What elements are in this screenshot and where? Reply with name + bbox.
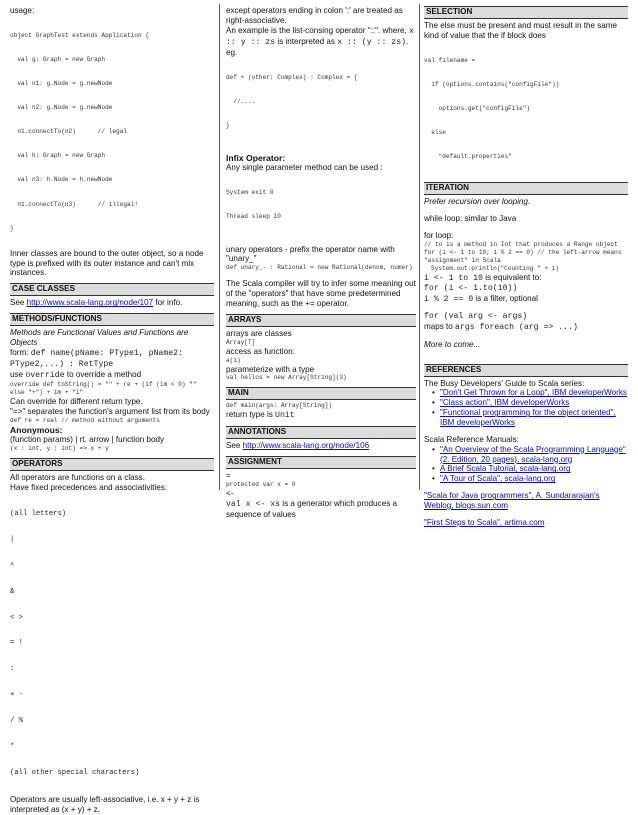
precedence-item: + -: [10, 691, 23, 700]
column-2: [226, 6, 416, 519]
list-item: [432, 474, 628, 484]
yield-code: for (val arg <- args): [424, 311, 528, 321]
maps-text: maps to: [424, 321, 456, 331]
example-prefix: An example is the list-consing operator "::". where,: [226, 25, 409, 35]
operators-assoc-text: Operators are usually left-associative, i.e. x + y + z is interpreted as (x + y) + z,: [10, 795, 200, 814]
reference-link[interactable]: "Class action", IBM developerWorks: [440, 398, 570, 408]
return-line: [226, 410, 416, 421]
example-code-2: x :: (y :: zs): [337, 37, 407, 47]
example-end: .: [406, 36, 409, 46]
methods-header: METHODS/FUNCTIONS: [10, 313, 214, 326]
code-line: else: [424, 128, 446, 136]
selection-header: SELECTION: [424, 6, 628, 19]
example-mid: is interpreted as: [275, 36, 338, 46]
inner-classes-text: Inner classes are bound to the outer object, so a node type is prefixed with its outer instance and can't mix instances.: [10, 248, 204, 278]
usage-title: usage:: [10, 6, 35, 15]
column-1: [10, 6, 214, 814]
use-override-line: [10, 370, 214, 381]
code-line: }: [10, 224, 14, 232]
compiler-text: The Scala compiler will try to infer some meaning out of the "operators" that have some predetermined meaning, such as the += operator.: [226, 279, 416, 308]
arrays-text: arrays are classes: [226, 328, 292, 338]
assign-eq: =: [226, 471, 231, 481]
precedence-item: < >: [10, 613, 23, 622]
code-line: System exit 0: [226, 189, 274, 197]
list-item: [432, 408, 628, 428]
operators-header: OPERATORS: [10, 458, 214, 471]
example-text: [226, 26, 416, 48]
selection-code-block: [424, 41, 628, 178]
case-classes-link[interactable]: http://www.scala-lang.org/node/107: [26, 298, 154, 308]
anonymous-text: (function params) | rt. arrow | function body: [10, 435, 165, 445]
code-line: options.get("configFile"): [424, 104, 531, 112]
annotations-header: ANNOTATIONS: [226, 426, 416, 439]
references-header: REFERENCES: [424, 364, 628, 377]
arrow-text: "=>" separates the function's argument list from its body: [10, 406, 210, 416]
iteration-header: ITERATION: [424, 182, 628, 195]
infix-code-block: [226, 173, 416, 237]
filter-text: is a filter, optional: [473, 293, 538, 303]
unary-code: def unary_- : Rational = new Rational(denom, numer): [226, 264, 413, 272]
code-line: Thread sleep 10: [226, 213, 281, 221]
unit-code: Unit: [275, 411, 295, 421]
precedence-item: / %: [10, 717, 23, 726]
main-code: def main(args: Array[String]): [226, 402, 333, 410]
anonymous-code: (x : int, y : int) => x + y: [10, 444, 109, 452]
more-to-come-text: More to come...: [424, 339, 481, 349]
assign-code-2: val x <- xs: [226, 499, 281, 509]
annotations-see-label: See: [226, 441, 243, 451]
iteration-italic: Prefer recursion over looping.: [424, 197, 531, 207]
precedence-item: (all other special characters): [10, 769, 140, 778]
code-line: val n2: g.Node = g.newNode: [10, 104, 113, 112]
equiv-code-1: i <- 1 to 10: [424, 273, 483, 283]
precedence-item: (all letters): [10, 509, 67, 518]
code-line: if (options.contains("configFile")): [424, 80, 560, 88]
column-divider-left: [219, 4, 220, 490]
code-line: val n3: h.Node = h.newNode: [10, 176, 113, 184]
usage-code-block: [10, 16, 214, 249]
filter-code: i % 2 == 0: [424, 294, 474, 304]
assign-code-1: protected var x = 0: [226, 480, 296, 488]
assign-arrow: <-: [226, 488, 234, 498]
while-text: while loop: similar to Java: [424, 213, 517, 223]
re-code: def re = real // method without arguments: [10, 416, 160, 424]
column-divider-right: [419, 4, 420, 490]
precedence-item: *: [10, 743, 15, 752]
code-line: }: [226, 121, 230, 129]
form-line: [10, 348, 214, 370]
equiv-text: is equivalent to:: [482, 272, 542, 282]
code-line: System.out.println("Counting " + i): [431, 264, 559, 272]
return-text: return type is: [226, 410, 276, 420]
use-after-label: to override a method: [64, 369, 142, 379]
reference-link[interactable]: "A Tour of Scala", scala-lang.org: [440, 474, 556, 484]
case-after-label: for info.: [153, 298, 183, 308]
reference-link[interactable]: "An Overview of the Scala Programming Language" (2. Edition, 20 pages), scala-lang.org: [440, 444, 626, 464]
main-header: MAIN: [226, 387, 416, 400]
annotations-link[interactable]: http://www.scala-lang.org/node/106: [242, 441, 370, 451]
arrays-header: ARRAYS: [226, 314, 416, 327]
precedence-item: = !: [10, 639, 23, 648]
code-line: //....: [226, 97, 256, 105]
column-3: [424, 6, 628, 527]
code-line: def + (other: Complex) : Complex = {: [226, 73, 358, 81]
code-line: val g: Graph = new Graph: [10, 56, 106, 64]
reference-link[interactable]: A Brief Scala Tutorial, scala-lang.org: [440, 464, 571, 474]
filter-line: [424, 294, 628, 305]
assignment-header: ASSIGNMENT: [226, 456, 416, 469]
different-return-text: Can override for different return type.: [10, 396, 143, 406]
selection-text: The else must be present and must result in the same kind of value that the if block does: [424, 20, 617, 40]
manuals-list: [424, 445, 628, 484]
precedence-list: [10, 493, 214, 795]
busy-developers-text: The Busy Developers' Guide to Scala series:: [424, 378, 585, 388]
code-line: for (i <- 1 to 10; i % 2 == 0) // the left-arrow means "assignment" in Scala: [424, 248, 622, 264]
except-text: except operators ending in colon ':' are treated as right-associative.: [226, 6, 403, 25]
use-label: use: [10, 369, 26, 379]
precedence-item: :: [10, 665, 15, 674]
example-code-1: x :: y :: zs: [226, 26, 414, 47]
override-code: override def toString() = "" + re + (if (im < 0) "" else "+") + im + "i": [10, 380, 197, 396]
form-label: form:: [10, 347, 31, 357]
form-code: def name(pName: PType1, pName2: PType2,...) : RetType: [10, 348, 183, 369]
eg-label: eg.: [226, 47, 238, 57]
code-line: val h: Graph = new Graph: [10, 152, 106, 160]
precedence-item: |: [10, 535, 15, 544]
reference-link[interactable]: "Functional programming for the object oriented", IBM developerWorks: [440, 408, 616, 428]
code-line: n1.connectTo(n2) // legal: [10, 128, 128, 136]
infix-text: Any single parameter method can be used :: [226, 163, 383, 173]
operators-text-1: All operators are functions on a class.: [10, 472, 145, 482]
maps-code: args foreach (arg => ...): [455, 322, 578, 332]
assign-text: is a generator which produces a sequence of values: [226, 498, 398, 519]
list-item: [432, 445, 628, 465]
operators-text-2: Have fixed precedences and associativities:: [10, 482, 168, 492]
case-classes-header: CASE CLASSES: [10, 283, 214, 296]
precedence-item: &: [10, 587, 15, 596]
list-item: [432, 398, 628, 408]
list-item: [432, 464, 628, 474]
access-code: a(i): [226, 356, 241, 364]
equivalent-line: [424, 273, 628, 284]
java-programmers-link[interactable]: "Scala for Java programmers", A. Sundararajan's Weblog, blogs.sun.com: [424, 491, 600, 511]
param-text: parameterize with a type: [226, 364, 315, 374]
list-item: [432, 388, 628, 398]
code-line: n1.connectTo(n3) // illegal!: [10, 200, 138, 208]
equiv-code-2: for (i <- 1.to(10)): [424, 283, 518, 293]
case-see-label: See: [10, 298, 27, 308]
assign-generator-line: [226, 499, 416, 520]
override-keyword: override: [25, 370, 65, 380]
code-line: val filename =: [424, 56, 476, 64]
reference-link[interactable]: "Don't Get Thrown for a Loop", IBM developerWorks: [440, 388, 627, 398]
eg-code-block: [226, 58, 416, 146]
busy-developers-list: [424, 388, 628, 427]
manuals-text: Scala Reference Manuals:: [424, 434, 519, 444]
code-line: val n1: g.Node = g.newNode: [10, 80, 113, 88]
methods-italic-text: Methods are Functional Values and Functions are Objects: [10, 328, 189, 347]
anonymous-title: Anonymous:: [10, 424, 63, 435]
precedence-item: ^: [10, 561, 15, 570]
maps-line: [424, 322, 628, 333]
for-text: for loop:: [424, 230, 454, 240]
for-code-block: [424, 241, 628, 273]
annotations-line: [226, 441, 416, 451]
arrays-code: Array[T]: [226, 338, 256, 346]
case-classes-line: [10, 298, 214, 308]
param-code: val hellos = new Array[String](3): [226, 374, 347, 382]
access-text: access as function:: [226, 346, 295, 356]
code-line: // to is a method in Int that produces a Range object: [424, 240, 618, 248]
first-steps-link[interactable]: "First Steps to Scala", artima.com: [424, 517, 545, 527]
code-line: "default.properties": [424, 153, 512, 161]
infix-title: Infix Operator:: [226, 152, 286, 163]
unary-text: unary operators - prefix the operator name with "unary_": [226, 244, 395, 264]
code-line: object GraphTest extends Application {: [10, 31, 149, 39]
